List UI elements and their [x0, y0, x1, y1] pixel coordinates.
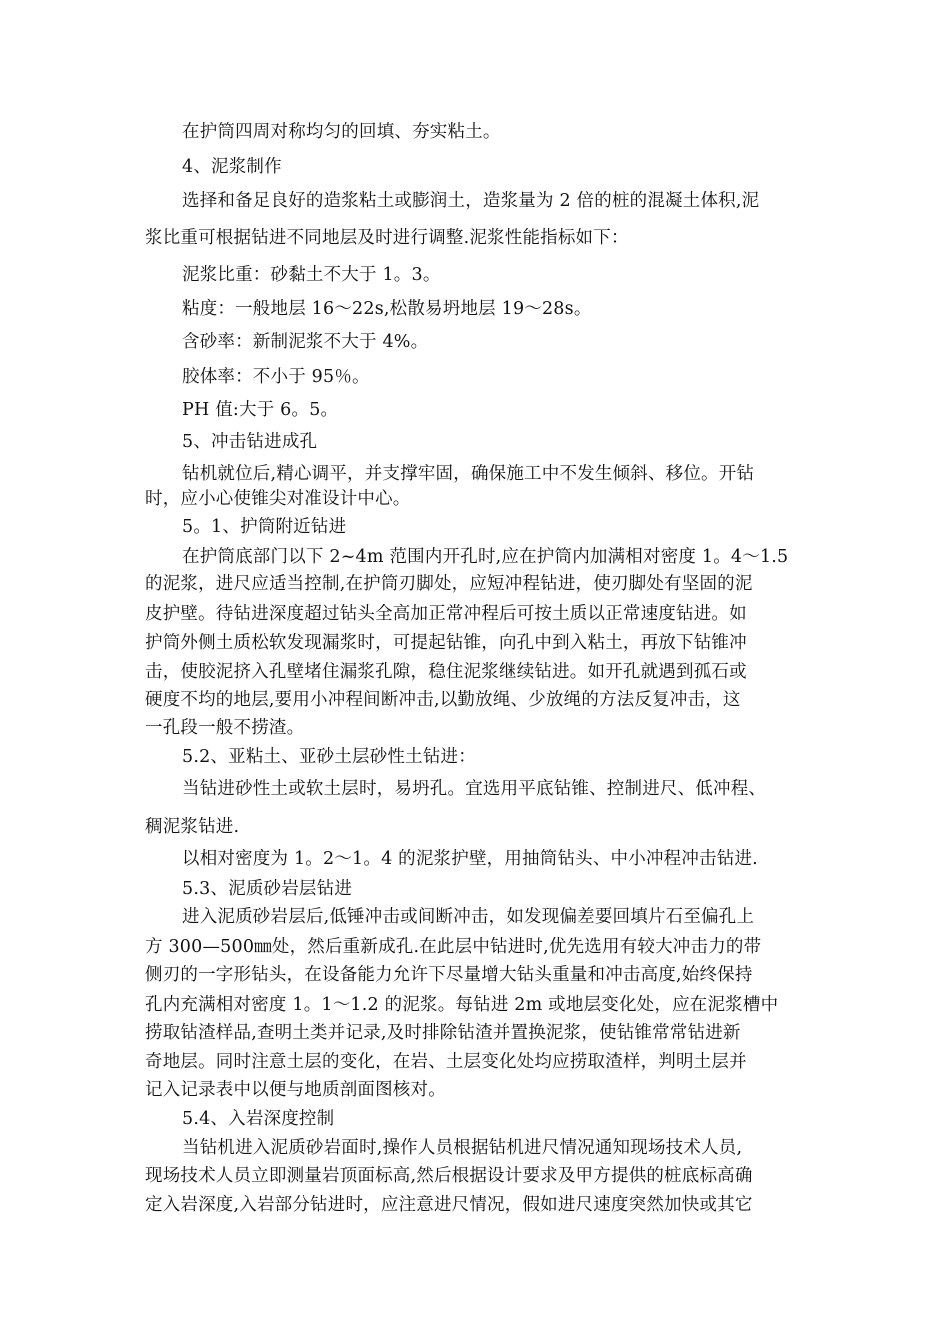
text-line: 捞取钻渣样品,查明土类并记录,及时排除钻渣并置换泥浆，使钻锥常常钻进新	[145, 1023, 741, 1043]
section-heading: 5.2、亚粘土、亚砂土层砂性土钻进：	[182, 747, 476, 767]
text-line: 钻机就位后,精心调平，并支撑牢固，确保施工中不发生倾斜、移位。开钻	[182, 464, 755, 484]
text-line: 进入泥质砂岩层后,低锤冲击或间断冲击，如发现偏差要回填片石至偏孔上	[182, 907, 755, 927]
text-line: 方 300—500㎜处，然后重新成孔.在此层中钻进时,优先选用有较大冲击力的带	[145, 937, 762, 957]
text-line: 胶体率：不小于 95％。	[182, 367, 370, 387]
section-heading: 5、冲击钻进成孔	[182, 432, 318, 452]
text-line: 泥浆比重：砂黏土不大于 1。3。	[182, 265, 441, 285]
text-line: 孔内充满相对密度 1。1～1.2 的泥浆。每钻进 2m 或地层变化处，应在泥浆槽中	[145, 995, 779, 1015]
text-line: 皮护壁。待钻进深度超过钻头全高加正常冲程后可按土质以正常速度钻进。如	[145, 604, 747, 624]
text-line: 的泥浆，进尺应适当控制,在护筒刃脚处，应短冲程钻进，使刃脚处有坚固的泥	[145, 574, 753, 594]
text-line: 时，应小心使锥尖对准设计中心。	[145, 489, 411, 509]
text-line: PH 值:大于 6。5。	[182, 400, 339, 420]
text-line: 护筒外侧土质松软发现漏浆时，可提起钻锥，向孔中到入粘土，再放下钻锥冲	[145, 633, 747, 653]
section-heading: 4、泥浆制作	[182, 157, 282, 177]
text-line: 含砂率：新制泥浆不大于 4%。	[182, 332, 429, 352]
text-line: 硬度不均的地层,要用小冲程间断冲击,以勤放绳、少放绳的方法反复冲击，这	[145, 690, 741, 710]
section-heading: 5。1、护筒附近钻进	[182, 517, 347, 537]
text-line: 浆比重可根据钻进不同地层及时进行调整.泥浆性能指标如下：	[145, 228, 629, 248]
text-line: 粘度：一般地层 16～22s,松散易坍地层 19～28s。	[182, 299, 592, 319]
text-line: 一孔段一般不捞渣。	[145, 718, 305, 738]
text-line: 奇地层。同时注意土层的变化，在岩、土层变化处均应捞取渣样，判明土层并	[145, 1052, 747, 1072]
text-line: 当钻机进入泥质砂岩面时,操作人员根据钻机进尺情况通知现场技术人员,	[182, 1138, 743, 1158]
section-heading: 5.3、泥质砂岩层钻进	[182, 879, 353, 899]
text-line: 在护筒四周对称均匀的回填、夯实粘土。	[182, 122, 501, 142]
text-line: 以相对密度为 1。2～1。4 的泥浆护壁，用抽筒钻头、中小冲程冲击钻进.	[182, 849, 758, 869]
text-line: 选择和备足良好的造浆粘土或膨润土，造浆量为 2 倍的桩的混凝土体积,泥	[182, 191, 760, 211]
text-line: 击，使胶泥挤入孔壁堵住漏浆孔隙，稳住泥浆继续钻进。如开孔就遇到孤石或	[145, 662, 747, 682]
text-line: 稠泥浆钻进.	[145, 817, 240, 837]
text-line: 侧刃的一字形钻头，在设备能力允许下尽量增大钻头重量和冲击高度,始终保持	[145, 965, 753, 985]
text-line: 记入记录表中以便与地质剖面图核对。	[145, 1080, 446, 1100]
section-heading: 5.4、入岩深度控制	[182, 1109, 335, 1129]
text-line: 在护筒底部门以下 2~4m 范围内开孔时,应在护筒内加满相对密度 1。4～1.5	[182, 547, 789, 567]
text-line: 定入岩深度,入岩部分钻进时，应注意进尺情况，假如进尺速度突然加快或其它	[145, 1195, 753, 1215]
text-line: 当钻进砂性土或软土层时，易坍孔。宜选用平底钻锥、控制进尺、低冲程、	[182, 779, 767, 799]
text-line: 现场技术人员立即测量岩顶面标高,然后根据设计要求及甲方提供的桩底标高确	[145, 1166, 753, 1186]
